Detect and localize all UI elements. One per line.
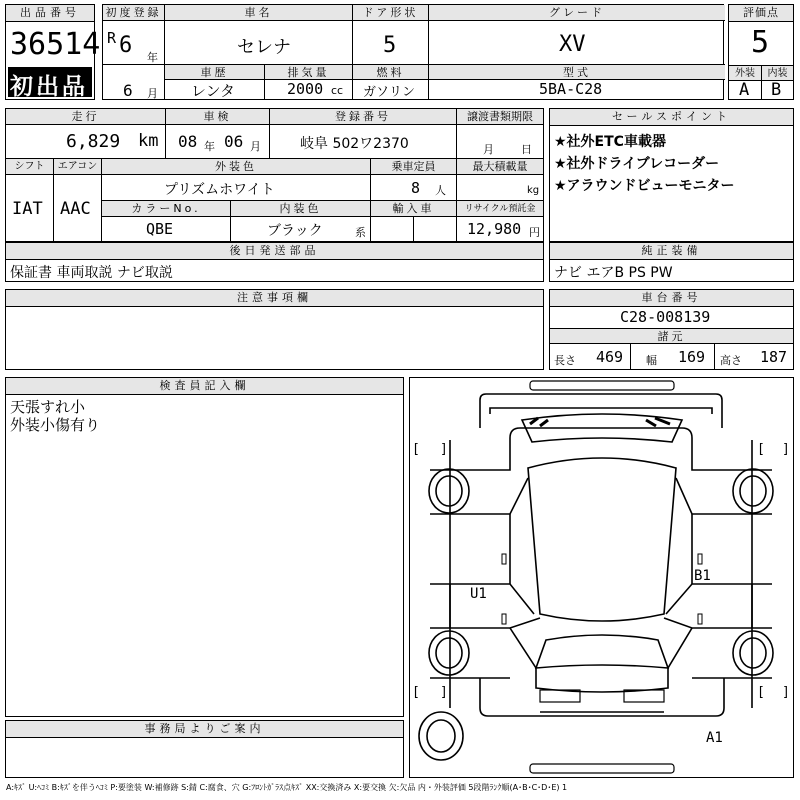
- displacement-value: 2000: [287, 80, 324, 98]
- selling-points: [549, 108, 794, 242]
- grade-value: XV: [559, 32, 586, 57]
- office-box: [5, 720, 404, 778]
- score-value: 5: [751, 25, 770, 60]
- shift-value: IAT: [12, 199, 43, 219]
- aircon-header: エアコン: [54, 159, 102, 175]
- grade-cell: [429, 21, 725, 65]
- ext-score: A: [739, 80, 750, 100]
- svg-text:[: [: [412, 685, 420, 700]
- first-reg-year: 6: [119, 33, 133, 58]
- height-label: 高さ: [720, 354, 742, 367]
- svg-text:[: [: [412, 442, 420, 457]
- ext-score-header: 外装: [729, 66, 762, 81]
- transfer-cell: [457, 125, 543, 159]
- svg-text:]: ]: [782, 685, 790, 700]
- capacity-unit: 人: [435, 184, 446, 197]
- inspector-box: [5, 377, 404, 717]
- capacity-cell: [371, 175, 457, 201]
- mileage-value: 6,829: [66, 131, 121, 152]
- damage-mark-a1: A1: [706, 730, 723, 746]
- top-table: [102, 4, 724, 100]
- color-no-cell: [102, 217, 231, 241]
- car-diagram: [409, 377, 794, 778]
- selling-points-header: セールスポイント: [550, 109, 793, 126]
- aircon-cell: [54, 175, 102, 241]
- aircon-value: AAC: [60, 199, 91, 219]
- car-outline-svg: [410, 378, 793, 777]
- mileage-header: 走行: [6, 109, 166, 125]
- dims-header: 諸元: [550, 329, 793, 344]
- svg-text:[: [: [757, 442, 765, 457]
- damage-mark-b1: B1: [694, 568, 711, 584]
- plate-value: 岐阜 502ワ2370: [300, 136, 409, 152]
- import-header: 輸入車: [371, 201, 457, 217]
- lot-number: 36514: [10, 27, 101, 62]
- inspection-month: 06: [224, 132, 244, 151]
- selling-point-1: ★社外ETC車載器: [554, 134, 666, 150]
- plate-header: 登録番号: [270, 109, 457, 125]
- inspection-year: 08: [178, 132, 198, 151]
- max-load-cell: [457, 175, 543, 201]
- transfer-month-unit: 月: [483, 143, 494, 156]
- int-color-unit: 系: [355, 226, 366, 239]
- door-header: ドア形状: [353, 5, 429, 21]
- inspector-line-2: 外装小傷有り: [10, 416, 101, 434]
- lot-header: 出品番号: [6, 5, 94, 22]
- mileage-unit: km: [138, 131, 159, 151]
- displacement-unit: cc: [331, 84, 344, 97]
- plate-cell: [270, 125, 457, 159]
- lot-box: [5, 4, 101, 100]
- legend: A:ｷｽﾞ U:ﾍｺﾐ B:ｷｽﾞを伴うﾍｺﾐ P:要塗装 W:補修跡 S:錆 C:腐食、穴 G:ﾌﾛﾝﾄｶﾞﾗｽ点ｷｽﾞ XX:交換済み X:要交換 欠:欠品 内・外装評価 5段階ﾗﾝｸ順(A･B･C･D･E) 1: [6, 783, 568, 792]
- history-header: 車歴: [165, 65, 265, 80]
- model-cell: [429, 80, 725, 99]
- first-reg-month-cell: [103, 65, 165, 99]
- car-name: セレナ: [237, 37, 291, 58]
- import-cell-1: [371, 217, 414, 241]
- month-unit: 月: [147, 87, 158, 100]
- import-cell-2: [414, 217, 457, 241]
- genuine-box: [549, 242, 794, 282]
- inspector-header: 検査員記入欄: [6, 378, 403, 395]
- era: R: [107, 29, 117, 47]
- car-name-cell: [165, 21, 353, 65]
- inspection-header: 車検: [166, 109, 270, 125]
- fuel-cell: [353, 80, 429, 99]
- chassis-box: [549, 289, 794, 370]
- model-value: 5BA-C28: [539, 80, 603, 98]
- notes-header: 注意事項欄: [6, 290, 543, 307]
- int-score: B: [771, 80, 782, 100]
- first-listing-badge-text: 初出品: [10, 74, 88, 100]
- model-header: 型式: [429, 65, 725, 80]
- chassis-header: 車台番号: [550, 290, 793, 307]
- length-value: 469: [596, 348, 624, 366]
- displacement-header: 排気量: [265, 65, 353, 80]
- chassis-value: C28-008139: [620, 308, 711, 326]
- notes-box: [5, 289, 544, 370]
- recycle-unit: 円: [529, 226, 540, 239]
- inspector-line-1: 天張すれ小: [10, 398, 86, 416]
- later-parts-box: [5, 242, 544, 282]
- shift-cell: [6, 175, 54, 241]
- color-no-header: カラーNo.: [102, 201, 231, 217]
- score-header: 評価点: [729, 5, 793, 22]
- svg-text:]: ]: [782, 442, 790, 457]
- damage-mark-u1: U1: [470, 586, 487, 602]
- int-color-value: ブラック: [267, 223, 323, 239]
- width-label: 幅: [646, 354, 657, 367]
- max-load-header: 最大積載量: [457, 159, 543, 175]
- fuel-value: ガソリン: [363, 85, 416, 100]
- genuine-value: ナビ エアB PS PW: [554, 265, 673, 281]
- height-value: 187: [760, 348, 788, 366]
- selling-point-3: ★アラウンドビューモニター: [554, 178, 735, 194]
- car-name-header: 車名: [165, 5, 353, 21]
- grade-header: グレード: [429, 5, 725, 21]
- inspection-year-unit: 年: [204, 140, 215, 153]
- ext-color-cell: [102, 175, 371, 201]
- svg-text:[: [: [757, 685, 765, 700]
- door-value: 5: [383, 33, 397, 58]
- later-parts-value: 保証書 車両取説 ナビ取説: [10, 265, 173, 281]
- mileage-cell: [6, 125, 166, 159]
- door-cell: [353, 21, 429, 65]
- selling-point-2: ★社外ドライブレコーダー: [554, 156, 720, 172]
- int-score-header: 内装: [762, 66, 793, 81]
- first-reg-cell: [103, 21, 165, 65]
- office-header: 事務局よりご案内: [6, 721, 403, 738]
- fuel-header: 燃料: [353, 65, 429, 80]
- ext-color-value: プリズムホワイト: [164, 182, 275, 198]
- mid-table: [5, 108, 544, 242]
- int-color-cell: [231, 217, 371, 241]
- length-label: 長さ: [554, 354, 576, 367]
- shift-header: シフト: [6, 159, 54, 175]
- svg-text:]: ]: [440, 442, 448, 457]
- inspection-cell: [166, 125, 270, 159]
- color-no-value: QBE: [146, 220, 174, 238]
- svg-text:]: ]: [440, 685, 448, 700]
- max-load-unit: kg: [527, 185, 540, 196]
- capacity-header: 乗車定員: [371, 159, 457, 175]
- inspection-month-unit: 月: [250, 140, 261, 153]
- history-cell: [165, 80, 265, 99]
- transfer-day-unit: 日: [521, 143, 532, 156]
- int-color-header: 内装色: [231, 201, 371, 217]
- first-reg-month: 6: [123, 81, 133, 100]
- later-parts-header: 後日発送部品: [6, 243, 543, 260]
- recycle-value: 12,980: [467, 220, 522, 238]
- capacity-value: 8: [411, 179, 421, 197]
- score-box: [728, 4, 794, 100]
- recycle-header: リサイクル預託金: [457, 201, 543, 217]
- ext-color-header: 外装色: [102, 159, 371, 175]
- history-value: レンタ: [191, 82, 236, 100]
- width-value: 169: [678, 348, 706, 366]
- recycle-cell: [457, 217, 543, 241]
- displacement-cell: [265, 80, 353, 99]
- first-reg-header: 初度登録: [103, 5, 165, 21]
- genuine-header: 純正装備: [550, 243, 793, 260]
- year-unit: 年: [147, 51, 158, 64]
- transfer-header: 譲渡書類期限: [457, 109, 543, 125]
